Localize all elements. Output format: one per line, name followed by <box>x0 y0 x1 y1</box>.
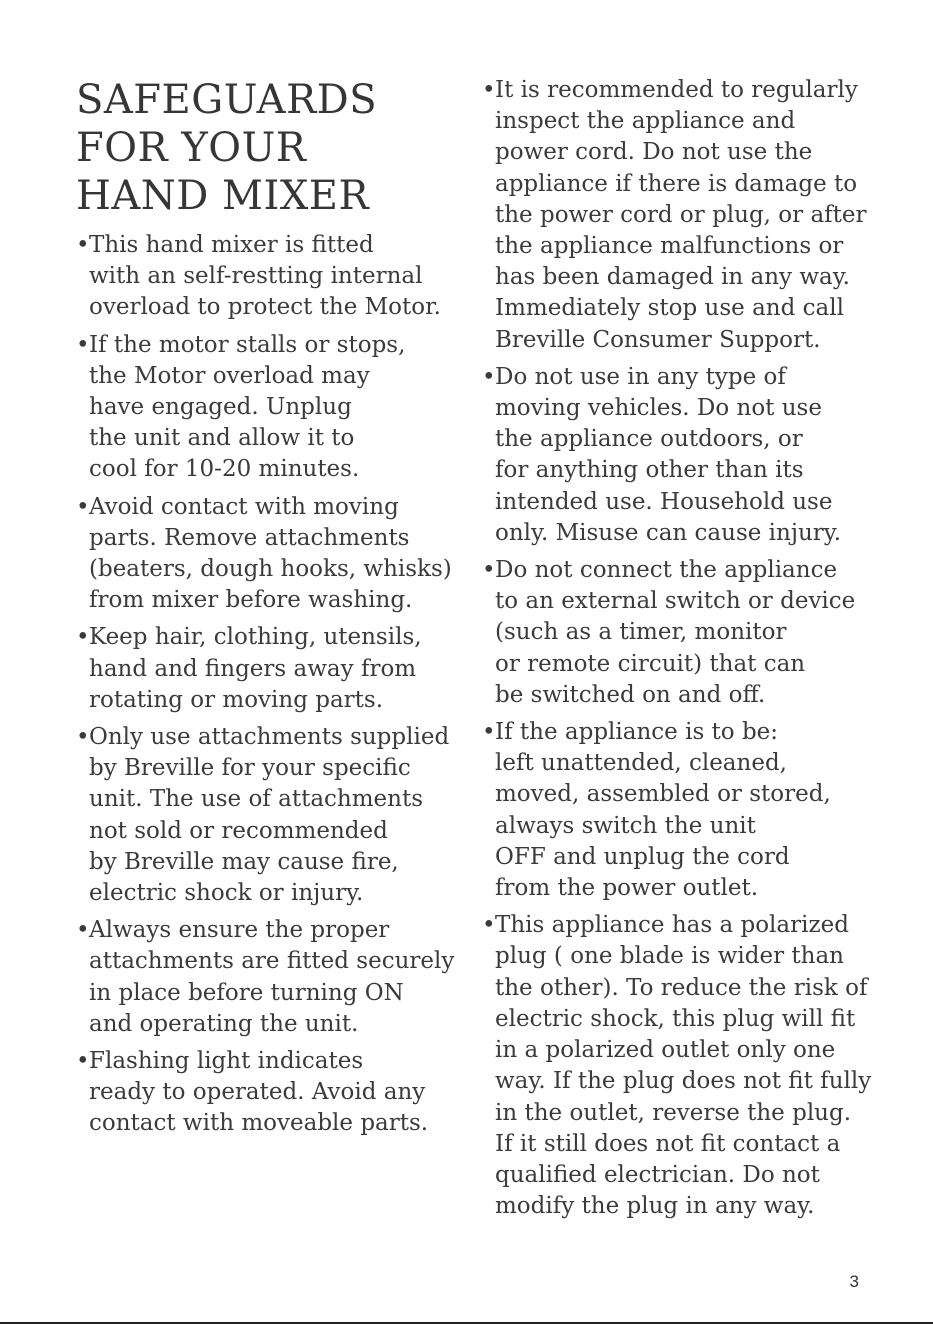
safeguard-text-line: (such as a timer, monitor <box>495 619 787 646</box>
safeguard-item <box>482 362 907 549</box>
safeguard-text-line: has been damaged in any way. <box>495 264 850 291</box>
safeguard-text-line: If the motor stalls or stops, <box>89 331 406 358</box>
safeguard-text-line: cool for 10-20 minutes. <box>89 456 360 483</box>
safeguard-text-line: way. If the plug does not fit fully <box>495 1068 872 1095</box>
page-number: 3 <box>849 1272 859 1291</box>
safeguard-text-line: intended use. Household use <box>495 488 833 515</box>
right-safeguard-list <box>482 75 907 1228</box>
safeguard-text-line: the Motor overload may <box>89 362 370 389</box>
safeguard-text-line: parts. Remove attachments <box>89 524 410 551</box>
bullet-marker: • <box>76 724 90 751</box>
safeguard-text-line: Flashing light indicates <box>89 1048 364 1075</box>
safeguard-text-line: be switched on and off. <box>495 681 766 708</box>
safeguard-text-line: the appliance malfunctions or <box>495 233 844 260</box>
safeguard-text-line: inspect the appliance and <box>495 108 796 135</box>
bullet-marker: • <box>482 719 496 746</box>
title-line: HAND MIXER <box>76 173 370 219</box>
safeguard-text-line: Keep hair, clothing, utensils, <box>89 624 422 651</box>
safeguard-text-line: power cord. Do not use the <box>495 139 813 166</box>
safeguard-text-line: If it still does not fit contact a <box>495 1130 841 1157</box>
safeguard-item <box>76 915 461 1040</box>
safeguard-text-line: qualified electrician. Do not <box>495 1161 820 1188</box>
safeguard-item <box>76 622 461 716</box>
safeguard-text-line: the other). To reduce the risk of <box>495 974 868 1001</box>
bullet-marker: • <box>482 912 496 939</box>
bullet-marker: • <box>482 77 496 103</box>
safeguard-text-line: It is recommended to regularly <box>495 77 858 103</box>
bullet-marker: • <box>482 363 496 390</box>
safeguard-text-line: to an external switch or device <box>495 588 856 615</box>
safeguard-text-line: with an self-restting internal <box>89 263 423 290</box>
safeguard-text-line: the unit and allow it to <box>89 425 355 452</box>
bullet-marker: • <box>76 493 90 520</box>
safeguard-text-line: electric shock or injury. <box>89 880 364 907</box>
safeguard-text-line: Immediately stop use and call <box>495 295 844 322</box>
safeguard-text-line: This hand mixer is fitted <box>89 232 374 258</box>
safeguard-text-line: electric shock, this plug will fit <box>495 1005 856 1032</box>
safeguard-text-line: hand and fingers away from <box>89 655 417 682</box>
bullet-marker: • <box>76 917 90 944</box>
safeguard-text-line: in a polarized outlet only one <box>495 1037 836 1064</box>
safeguard-text-line: unit. The use of attachments <box>89 786 424 813</box>
safeguard-text-line: (beaters, dough hooks, whisks) <box>89 556 452 583</box>
page-title <box>76 76 456 220</box>
safeguard-text-line: from mixer before washing. <box>89 587 413 614</box>
safeguard-item <box>482 555 907 711</box>
safeguard-item <box>76 1046 461 1140</box>
safeguard-text-line: modify the plug in any way. <box>495 1193 815 1220</box>
safeguard-text-line: contact with moveable parts. <box>89 1110 429 1137</box>
title-line: SAFEGUARDS <box>76 77 378 123</box>
safeguard-text-line: attachments are fitted securely <box>89 948 455 975</box>
bullet-marker: • <box>76 624 90 651</box>
safeguard-item <box>482 717 907 904</box>
safeguard-text-line: the power cord or plug, or after <box>495 201 867 228</box>
safeguard-text-line: Do not use in any type of <box>495 363 786 390</box>
safeguard-text-line: Do not connect the appliance <box>495 557 838 584</box>
safeguard-text-line: always switch the unit <box>495 812 756 839</box>
safeguard-text-line: and operating the unit. <box>89 1010 359 1037</box>
bullet-marker: • <box>76 232 90 258</box>
safeguard-item <box>76 330 461 486</box>
safeguard-item <box>76 722 461 909</box>
safeguard-text-line: rotating or moving parts. <box>89 686 384 713</box>
safeguard-text-line: OFF and unplug the cord <box>495 843 790 870</box>
bullet-marker: • <box>76 331 90 358</box>
safeguard-text-line: appliance if there is damage to <box>495 170 858 197</box>
safeguard-text-line: Only use attachments supplied <box>89 724 450 751</box>
left-safeguard-list <box>76 230 461 1146</box>
safeguard-text-line: If the appliance is to be: <box>495 719 779 746</box>
safeguard-text-line: only. Misuse can cause injury. <box>495 519 842 546</box>
safeguard-text-line: left unattended, cleaned, <box>495 750 787 777</box>
safeguard-text-line: moved, assembled or stored, <box>495 781 831 808</box>
safeguard-text-line: in place before turning ON <box>89 979 404 1006</box>
title-line: FOR YOUR <box>76 125 307 171</box>
safeguard-text-line: by Breville may cause fire, <box>89 848 399 875</box>
safeguard-item <box>482 75 907 356</box>
safeguard-text-line: by Breville for your specific <box>89 755 411 782</box>
safeguard-text-line: or remote circuit) that can <box>495 650 806 677</box>
safeguard-text-line: the appliance outdoors, or <box>495 426 803 453</box>
safeguard-text-line: from the power outlet. <box>495 875 759 902</box>
safeguard-text-line: plug ( one blade is wider than <box>495 943 844 970</box>
safeguard-item <box>482 910 907 1222</box>
bullet-marker: • <box>76 1048 90 1075</box>
safeguard-text-line: Breville Consumer Support. <box>495 326 821 353</box>
safeguard-text-line: ready to operated. Avoid any <box>89 1079 426 1106</box>
bullet-marker: • <box>482 557 496 584</box>
safeguard-item <box>76 492 461 617</box>
safeguard-text-line: for anything other than its <box>495 457 804 484</box>
safeguard-item <box>76 230 461 324</box>
safeguard-text-line: not sold or recommended <box>89 817 388 844</box>
safeguard-text-line: have engaged. Unplug <box>89 394 352 421</box>
safeguard-text-line: This appliance has a polarized <box>495 912 849 939</box>
safeguard-text-line: Avoid contact with moving <box>89 493 399 520</box>
safeguard-text-line: moving vehicles. Do not use <box>495 395 822 422</box>
safeguard-text-line: in the outlet, reverse the plug. <box>495 1099 852 1126</box>
safeguard-text-line: Always ensure the proper <box>89 917 390 944</box>
safeguard-text-line: overload to protect the Motor. <box>89 294 441 321</box>
